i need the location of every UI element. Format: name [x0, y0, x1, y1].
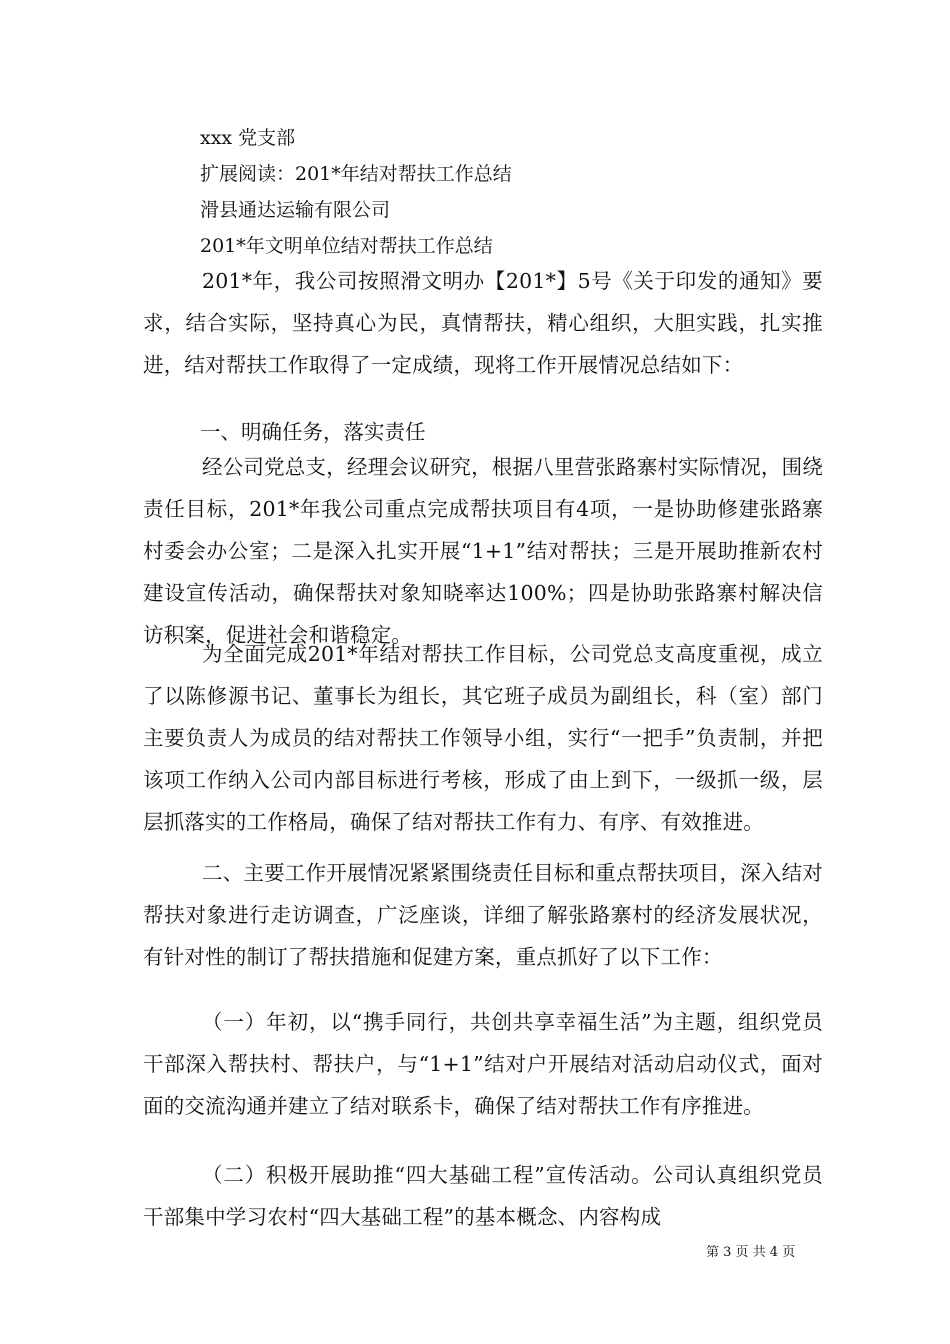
section-heading-1: 一、明确任务，落实责任 — [200, 420, 426, 444]
company-name-line: 滑县通达运输有限公司 — [200, 199, 391, 221]
body-paragraph: 经公司党总支，经理会议研究，根据八里营张路寨村实际情况，围绕责任目标，201*年我公司重点完成帮扶项目有4项，一是协助修建张路寨村委会办公室；二是深入扎实开展“1+1”结对帮扶；三是开展助推新农村建设宣传活动，确保帮扶对象知晓率达100%；四是协助张路寨村解决信访积案，促进社会和谐稳定。 — [143, 455, 823, 647]
document-title-line: 201*年文明单位结对帮扶工作总结 — [200, 235, 493, 257]
party-branch-line: xxx 党支部 — [200, 127, 296, 149]
intro-paragraph: 201*年，我公司按照滑文明办【201*】5号《关于印发的通知》要求，结合实际，坚持真心为民，真情帮扶，精心组织，大胆实践，扎实推进，结对帮扶工作取得了一定成绩，现将工作开展情况总结如下： — [143, 269, 823, 377]
body-paragraph: （一）年初，以“携手同行，共创共享幸福生活”为主题，组织党员干部深入帮扶村、帮扶户，与“1+1”结对户开展结对活动启动仪式，面对面的交流沟通并建立了结对联系卡，确保了结对帮扶工作有序推进。 — [143, 1010, 823, 1118]
body-paragraph: 为全面完成201*年结对帮扶工作目标，公司党总支高度重视，成立了以陈修源书记、董事长为组长，其它班子成员为副组长，科（室）部门主要负责人为成员的结对帮扶工作领导小组，实行“一把手”负责制，并把该项工作纳入公司内部目标进行考核，形成了由上到下，一级抓一级，层层抓落实的工作格局，确保了结对帮扶工作有力、有序、有效推进。 — [143, 642, 823, 834]
extended-reading-line: 扩展阅读：201*年结对帮扶工作总结 — [200, 163, 512, 185]
section-paragraph-2: 二、主要工作开展情况紧紧围绕责任目标和重点帮扶项目，深入结对帮扶对象进行走访调查，广泛座谈，详细了解张路寨村的经济发展状况，有针对性的制订了帮扶措施和促建方案，重点抓好了以下工作： — [143, 861, 823, 969]
page-footer: 第 3 页 共 4 页 — [706, 1245, 796, 1260]
body-paragraph: （二）积极开展助推“四大基础工程”宣传活动。公司认真组织党员干部集中学习农村“四大基础工程”的基本概念、内容构成 — [143, 1163, 823, 1229]
